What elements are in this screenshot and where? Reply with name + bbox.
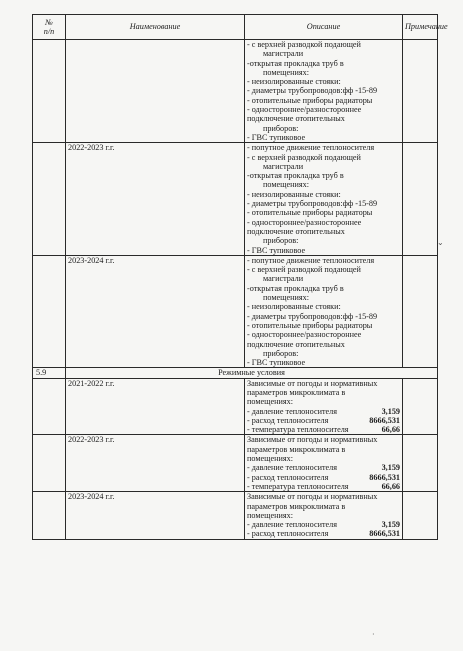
period-cell: 2022-2023 г.г. — [66, 143, 245, 256]
table-row — [33, 255, 438, 368]
header-num: № п/п — [33, 15, 66, 40]
description-cell: Зависимые от погоды и нормативных параметров микроклимата в помещениях: - давление теплоносителя 3,159 - расход теплоносителя 8666,531 - температура теплоносителя 66,66 — [245, 435, 403, 492]
table-row — [33, 378, 438, 435]
scan-mark: ⌄ — [437, 238, 444, 247]
header-desc: Описание — [245, 15, 403, 40]
table-row — [33, 40, 438, 143]
data-table — [32, 14, 448, 540]
table-row — [33, 435, 438, 492]
section-number: 5.9 — [33, 368, 66, 378]
table-row — [33, 143, 438, 256]
header-note: Примечание — [403, 15, 438, 40]
description-cell: - попутное движение теплоносителя - с верхней разводкой подающей магистрали -открытая прокладка труб в помещениях: - неизолированные стояки: - диаметры трубопроводов:фф -15-89 - отопительные приборы радиаторы - одностороннее/разностороннее подключение отопительных приборов: - ГВС тупиковое — [245, 143, 403, 256]
description-cell: - с верхней разводкой подающей магистрали -открытая прокладка труб в помещениях: - неизолированные стояки: - диаметры трубопроводов:фф -15-89 - отопительные приборы радиаторы - одностороннее/разностороннее подключение отопительных приборов: - ГВС тупиковое — [245, 40, 403, 143]
section-row — [33, 368, 438, 378]
period-cell: 2021-2022 г.г. — [66, 378, 245, 435]
table-row — [33, 492, 438, 539]
period-cell: 2022-2023 г.г. — [66, 435, 245, 492]
description-cell: Зависимые от погоды и нормативных параметров микроклимата в помещениях: - давление теплоносителя 3,159 - расход теплоносителя 8666,531 — [245, 492, 403, 539]
section-title: Режимные условия — [66, 368, 438, 378]
table-header-row — [33, 15, 438, 40]
description-cell: Зависимые от погоды и нормативных параметров микроклимата в помещениях: - давление теплоносителя 3,159 - расход теплоносителя 8666,531 - температура теплоносителя 66,66 — [245, 378, 403, 435]
description-cell: - попутное движение теплоносителя - с верхней разводкой подающей магистрали -открытая прокладка труб в помещениях: - неизолированные стояки: - диаметры трубопроводов:фф -15-89 - отопительные приборы радиаторы - одностороннее/разностороннее подключение отопительных приборов: - ГВС тупиковое — [245, 255, 403, 368]
scan-mark: · — [372, 630, 375, 639]
period-cell: 2023-2024 г.г. — [66, 492, 245, 539]
header-name: Наименование — [66, 15, 245, 40]
period-cell: 2023-2024 г.г. — [66, 255, 245, 368]
